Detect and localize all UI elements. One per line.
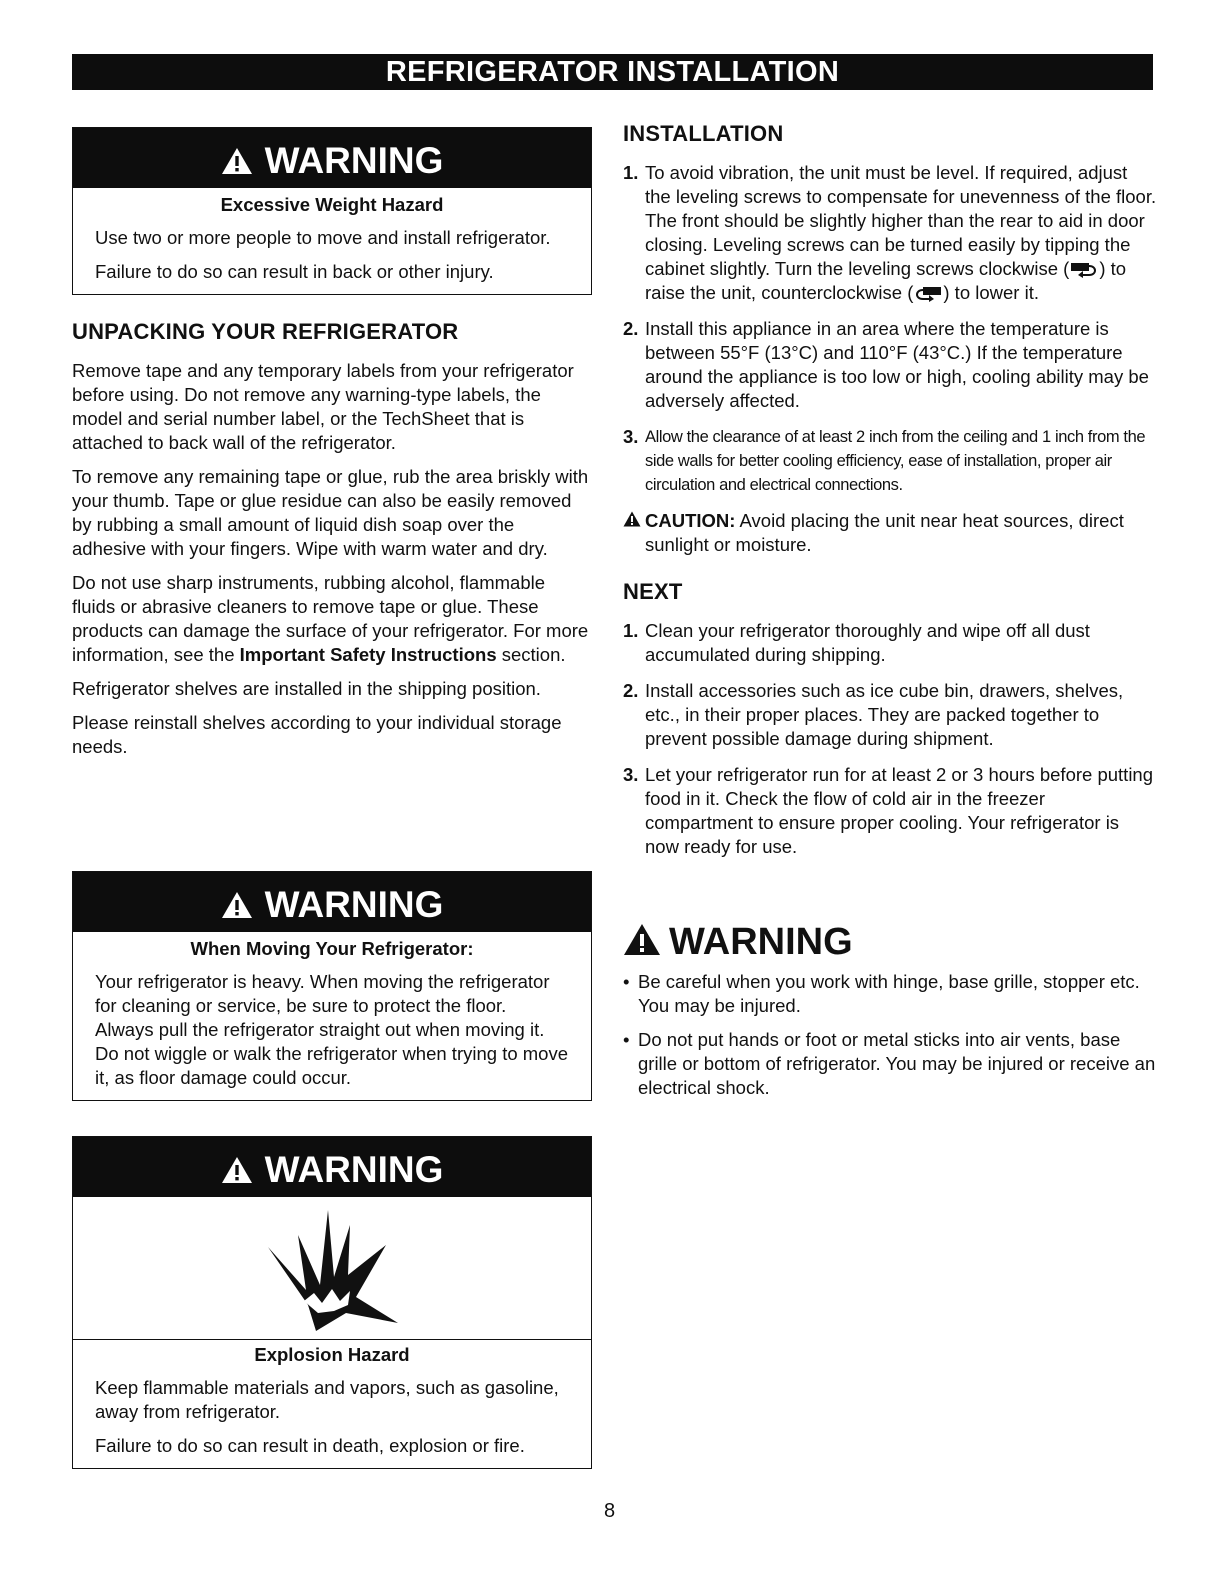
warning-heading: WARNING — [264, 140, 444, 181]
body-paragraph: To remove any remaining tape or glue, rub the area briskly with your thumb. Tape or glue residue can also be easily removed by rubbing a small amount of liquid dish soap over the adhesive with your fingers. Wipe with warm water and dry. — [72, 466, 589, 559]
item-text: Allow the clearance of at least 2 inch from the ceiling and 1 inch from the side walls for better cooling efficiency, ease of installation, proper air circulation and electrical connections. — [645, 428, 1146, 494]
list-item — [623, 425, 1158, 497]
explosion-graphic-area — [73, 1197, 591, 1339]
warning-text: Your refrigerator is heavy. When moving the refrigerator for cleaning or service, be sure to protect the floor. Always pull the refrigerator straight out when moving it. Do not wiggle or walk the refrigerator when trying to move it, as floor damage could occur. — [95, 971, 568, 1088]
hinge-warning-section — [623, 922, 1158, 1110]
warning-text: Failure to do so can result in back or other injury. — [95, 261, 494, 282]
safety-instructions-reference: Important Safety Instructions — [239, 644, 497, 665]
moving-warning-wrapper — [72, 871, 592, 1101]
bullet-text: Be careful when you work with hinge, base grille, stopper etc. You may be injured. — [638, 971, 1140, 1016]
item-text: Let your refrigerator run for at least 2 or 3 hours before putting food in it. Check the flow of cold air in the freezer compartment to ensure proper cooling. Your refrigerator is now ready for use. — [645, 764, 1154, 857]
warning-header — [623, 922, 1158, 962]
item-number: 2. — [623, 318, 639, 339]
next-list — [623, 619, 1158, 859]
explosion-warning-wrapper — [72, 1136, 592, 1469]
warning-subtitle: Excessive Weight Hazard — [220, 194, 444, 215]
warning-text: Failure to do so can result in death, explosion or fire. — [95, 1435, 525, 1456]
list-item — [623, 763, 1158, 859]
warning-heading: WARNING — [669, 921, 853, 963]
moving-warning-box — [72, 871, 592, 1101]
right-column — [623, 121, 1158, 871]
warning-header — [73, 1137, 591, 1197]
warning-subtitle: Explosion Hazard — [254, 1344, 410, 1365]
body-text: section. — [496, 644, 566, 665]
left-column — [72, 127, 592, 769]
list-item — [623, 619, 1158, 667]
warning-header — [73, 128, 591, 188]
body-text: Do not use sharp instruments, rubbing alcohol, flammable fluids or abrasive cleaners to remove tape or glue. These products can damage the surface of your refrigerator. For more information, see the — [72, 572, 589, 665]
warning-text: Keep flammable materials and vapors, such as gasoline, away from refrigerator. — [95, 1377, 559, 1422]
next-heading: NEXT — [623, 579, 683, 604]
list-item — [623, 161, 1158, 305]
warning-triangle-icon — [623, 923, 661, 956]
item-text: ) to lower it. — [943, 282, 1039, 303]
weight-warning-box — [72, 127, 592, 295]
warning-triangle-icon — [221, 891, 253, 919]
unpacking-heading: UNPACKING YOUR REFRIGERATOR — [72, 319, 459, 344]
explosion-warning-box — [72, 1136, 592, 1469]
warning-triangle-icon — [221, 147, 253, 175]
item-text: Clean your refrigerator thoroughly and wipe off all dust accumulated during shipping. — [645, 620, 1090, 665]
item-number: 1. — [623, 620, 639, 641]
bullet-dot: • — [623, 971, 630, 992]
bullet-dot: • — [623, 1029, 630, 1050]
explosion-icon — [258, 1205, 408, 1335]
warning-heading: WARNING — [264, 884, 444, 925]
body-paragraph — [72, 571, 592, 667]
item-number: 2. — [623, 680, 639, 701]
caution-triangle-icon — [623, 511, 641, 527]
item-text: ) to raise the unit, counterclockwise ( — [645, 258, 1127, 303]
caution-label: CAUTION: — [645, 510, 736, 531]
page-number: 8 — [603, 1500, 616, 1522]
item-number: 1. — [623, 162, 639, 183]
item-text: Install accessories such as ice cube bin, drawers, shelves, etc., in their proper places. They are packed together to prevent possible damage during shipment. — [645, 680, 1124, 749]
warning-bullet — [623, 970, 1158, 1018]
counterclockwise-rotation-icon — [913, 285, 943, 302]
page-banner-title: REFRIGERATOR INSTALLATION — [72, 54, 1153, 90]
clockwise-rotation-icon — [1069, 261, 1099, 278]
caution-note — [623, 509, 1158, 557]
installation-heading: INSTALLATION — [623, 121, 784, 146]
item-number: 3. — [623, 764, 639, 785]
item-number: 3. — [623, 426, 639, 447]
caution-text: Avoid placing the unit near heat sources, direct sunlight or moisture. — [645, 510, 1124, 555]
item-text: To avoid vibration, the unit must be level. If required, adjust the leveling screws to compensate for unevenness of the floor. The front should be slightly higher than the rear to aid in door closing. Leveling screws can be turned easily by tipping the cabinet slightly. Turn the leveling screws clockwise ( — [645, 162, 1157, 279]
body-paragraph: Refrigerator shelves are installed in the shipping position. — [72, 678, 541, 699]
bullet-text: Do not put hands or foot or metal sticks into air vents, base grille or bottom of refrigerator. You may be injured or receive an electrical shock. — [638, 1029, 1156, 1098]
body-paragraph: Please reinstall shelves according to your individual storage needs. — [72, 712, 562, 757]
warning-subtitle: When Moving Your Refrigerator: — [190, 938, 474, 959]
warning-text: Use two or more people to move and install refrigerator. — [95, 227, 551, 248]
list-item — [623, 317, 1158, 413]
warning-heading: WARNING — [264, 1149, 444, 1190]
warning-bullet — [623, 1028, 1158, 1100]
item-text: Install this appliance in an area where the temperature is between 55°F (13°C) and 110°F (43°C.) If the temperature around the appliance is too low or high, cooling ability may be adversely affected. — [645, 318, 1149, 411]
body-paragraph: Remove tape and any temporary labels from your refrigerator before using. Do not remove any warning-type labels, the model and serial number label, or the TechSheet that is attached to back wall of the refrigerator. — [72, 360, 574, 453]
list-item — [623, 679, 1158, 751]
warning-triangle-icon — [221, 1156, 253, 1184]
installation-list — [623, 161, 1158, 497]
warning-header — [73, 872, 591, 932]
